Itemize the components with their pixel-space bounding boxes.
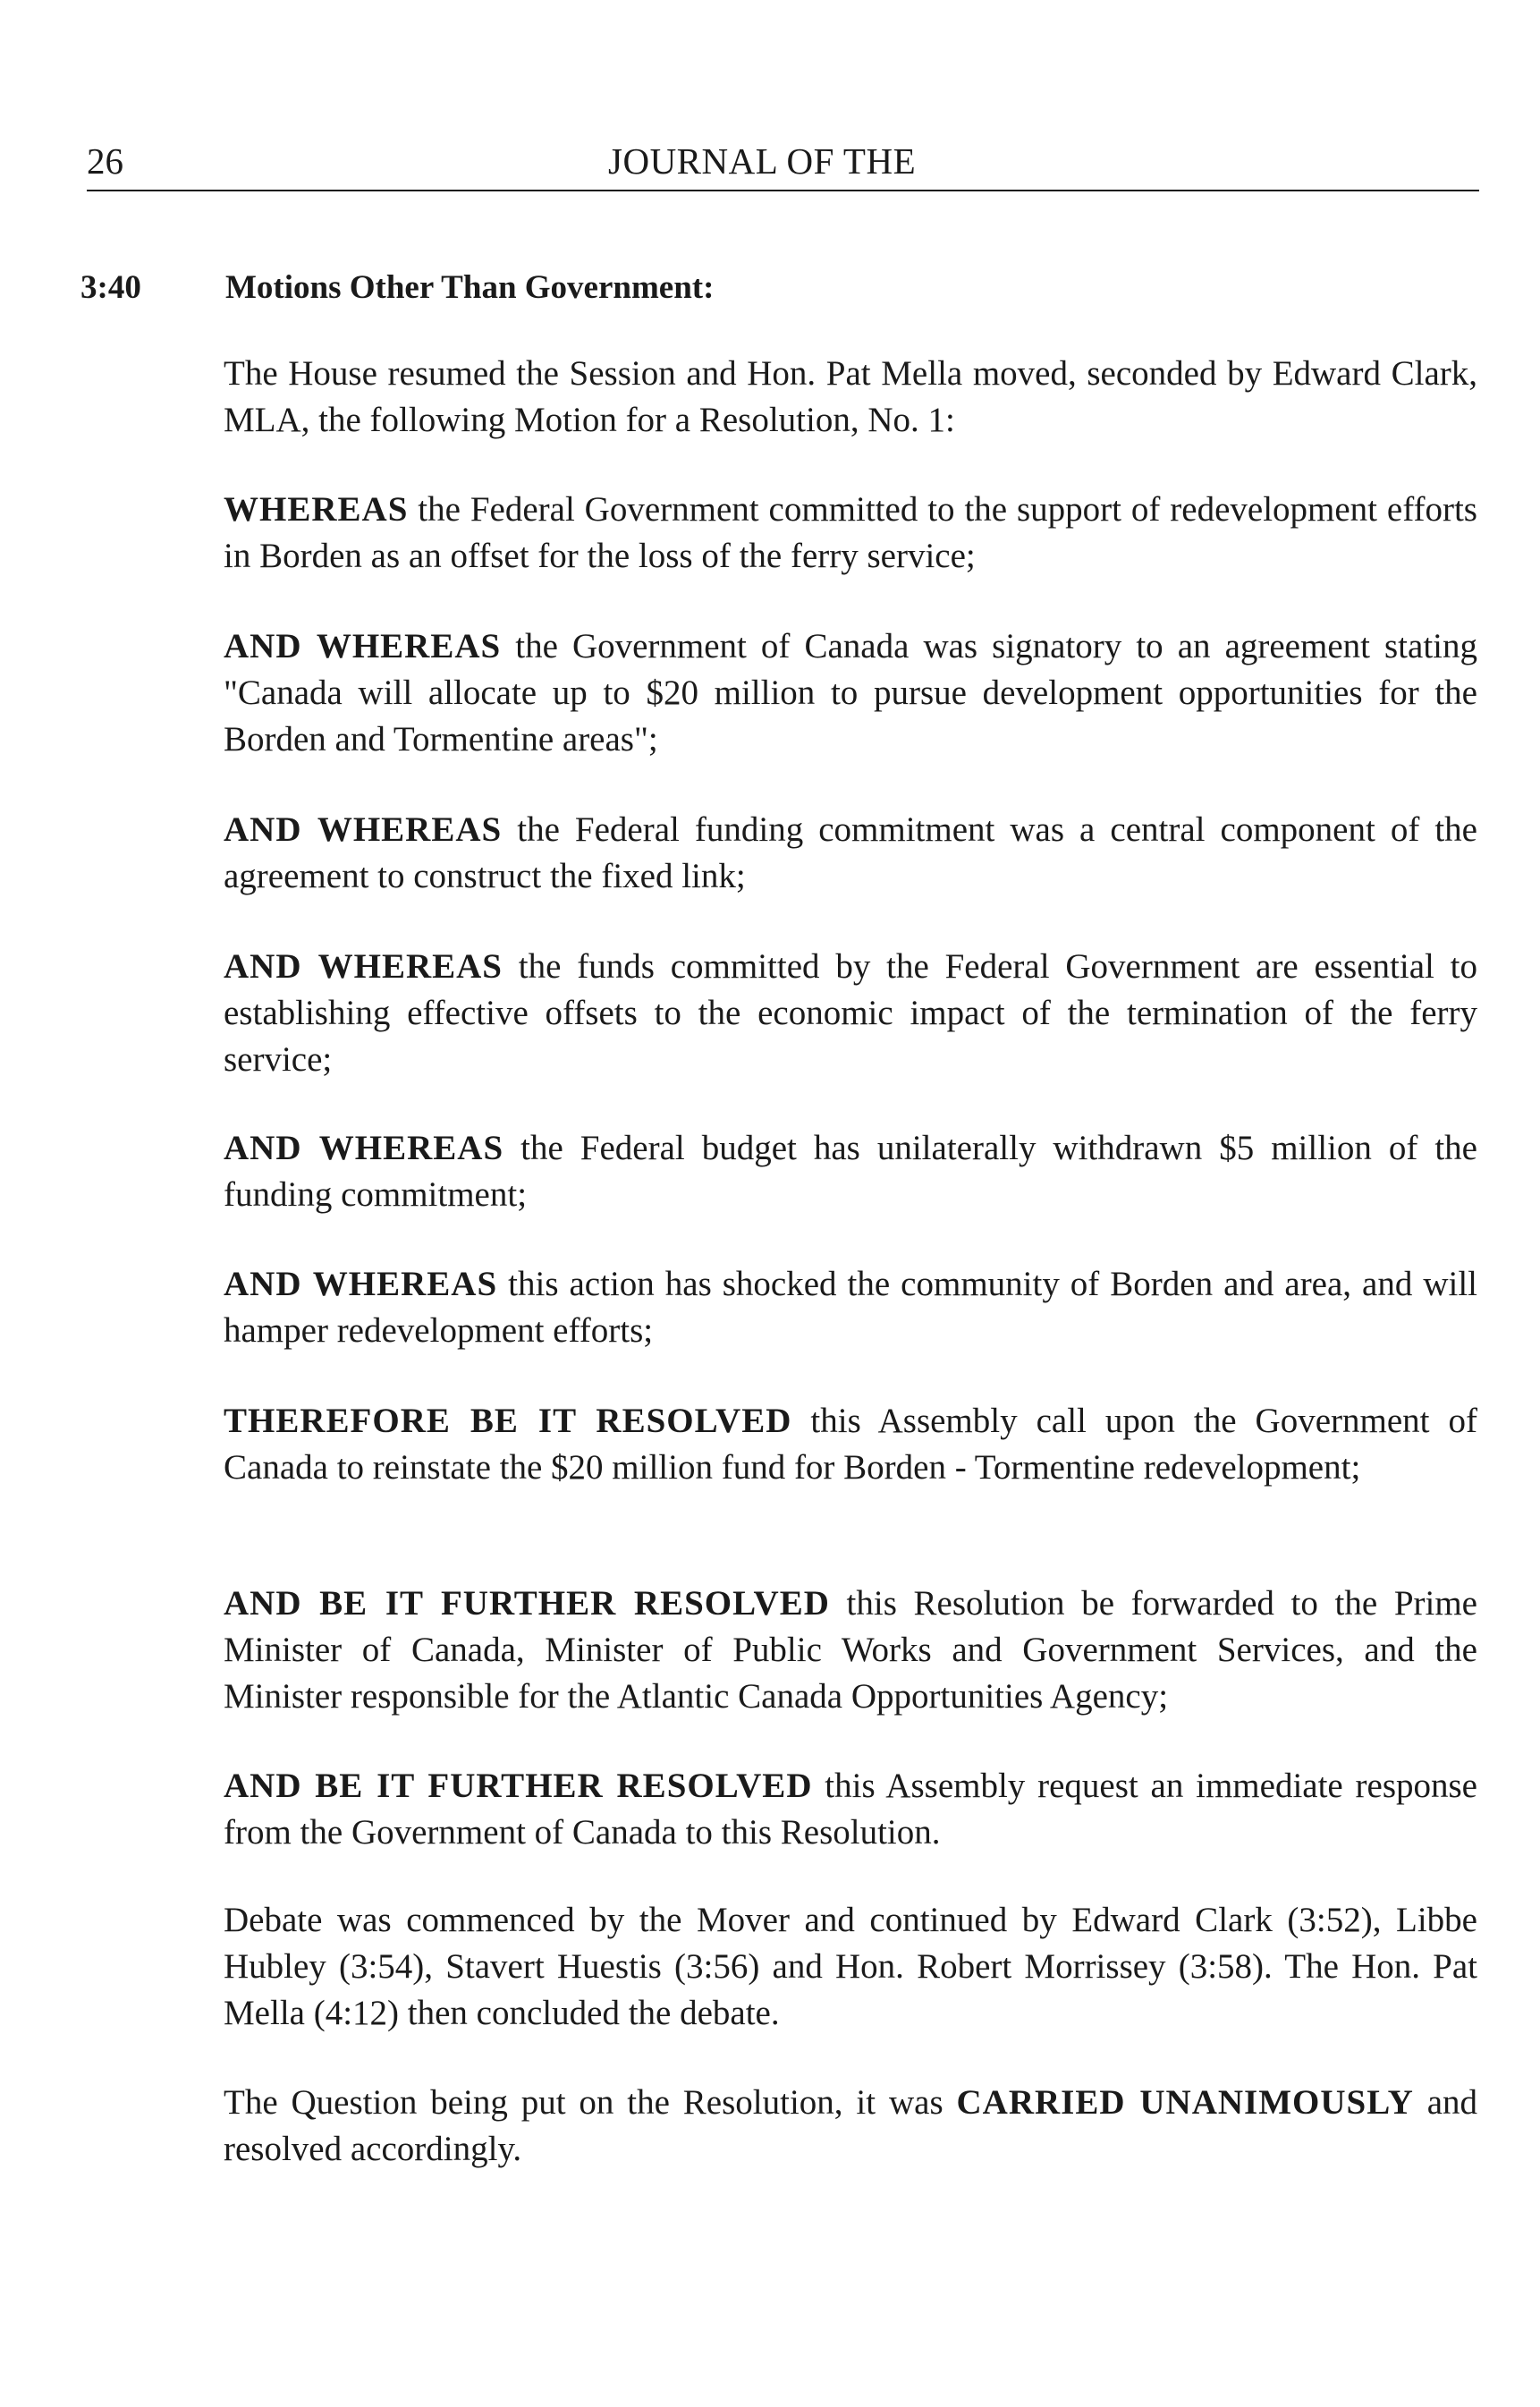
whereas-paragraph-2 xyxy=(224,623,1477,763)
clause-keyword: WHEREAS xyxy=(224,490,409,529)
whereas-paragraph-5 xyxy=(224,1125,1477,1218)
paragraph-text: and resolved accordingly. xyxy=(224,2083,1478,2168)
clause-keyword: AND WHEREAS xyxy=(224,1265,498,1303)
paragraph-text: Debate was commenced by the Mover and continued by Edward Clark (3:52), Libbe Hubley (3:54), Stavert Huestis (3:56) and Hon. Robert Morrissey (3:58). The Hon. Pat Mella (4:12) then concluded the debate. xyxy=(224,1901,1477,2032)
whereas-paragraph-6 xyxy=(224,1261,1477,1354)
paragraph-text: the Federal Government committed to the support of redevelopment efforts in Borden as an offset for the loss of the ferry service; xyxy=(224,490,1477,575)
header-rule xyxy=(87,190,1479,191)
clause-keyword: AND WHEREAS xyxy=(224,1129,504,1167)
clause-keyword: AND WHEREAS xyxy=(224,947,503,986)
page-number: 26 xyxy=(87,140,123,182)
clause-keyword: AND BE IT FURTHER RESOLVED xyxy=(224,1584,830,1623)
paragraph-text: this Resolution be forwarded to the Prime Minister of Canada, Minister of Public Works and Government Services, and the Minister responsible for the Atlantic Canada Opportunities Agency; xyxy=(224,1584,1477,1716)
resolved-paragraph-2 xyxy=(224,1581,1477,1720)
paragraph-text: this Assembly call upon the Government of Canada to reinstate the $20 million fund for Borden - Tormentine redevelopment; xyxy=(224,1402,1477,1487)
clause-keyword: AND WHEREAS xyxy=(224,627,502,665)
paragraph-text: the Federal funding commitment was a central component of the agreement to construct the fixed link; xyxy=(224,810,1477,895)
clause-keyword: THEREFORE BE IT RESOLVED xyxy=(224,1402,792,1440)
conclusion-paragraph xyxy=(224,2080,1477,2173)
paragraph-text: the funds committed by the Federal Government are essential to establishing effective offsets to the economic impact of the termination of the ferry service; xyxy=(224,947,1477,1079)
paragraph-text: this action has shocked the community of Borden and area, and will hamper redevelopment efforts; xyxy=(224,1265,1478,1350)
intro-paragraph xyxy=(224,351,1477,444)
paragraph-text: the Government of Canada was signatory to an agreement stating "Canada will allocate up to $20 million to pursue development opportunities for the Borden and Tormentine areas"; xyxy=(224,627,1477,759)
running-title: JOURNAL OF THE xyxy=(608,140,917,182)
paragraph-text: this Assembly request an immediate response from the Government of Canada to this Resolution. xyxy=(224,1767,1477,1852)
paragraph-text: The Question being put on the Resolution, it was xyxy=(224,2083,957,2122)
paragraph-text: The House resumed the Session and Hon. Pat Mella moved, seconded by Edward Clark, MLA, the following Motion for a Resolution, No. 1: xyxy=(224,354,1477,439)
debate-paragraph xyxy=(224,1897,1477,2037)
section-time: 3:40 xyxy=(80,269,141,306)
whereas-paragraph-4 xyxy=(224,944,1477,1083)
resolved-paragraph-3 xyxy=(224,1763,1477,1856)
paragraph-text: the Federal budget has unilaterally withdrawn $5 million of the funding commitment; xyxy=(224,1129,1477,1214)
clause-keyword: AND BE IT FURTHER RESOLVED xyxy=(224,1767,813,1805)
resolved-paragraph-1 xyxy=(224,1398,1477,1491)
clause-keyword: AND WHEREAS xyxy=(224,810,503,849)
section-heading: Motions Other Than Government: xyxy=(225,269,715,306)
whereas-paragraph-3 xyxy=(224,807,1477,900)
clause-keyword: CARRIED UNANIMOUSLY xyxy=(956,2083,1414,2122)
whereas-paragraph-1 xyxy=(224,487,1477,580)
